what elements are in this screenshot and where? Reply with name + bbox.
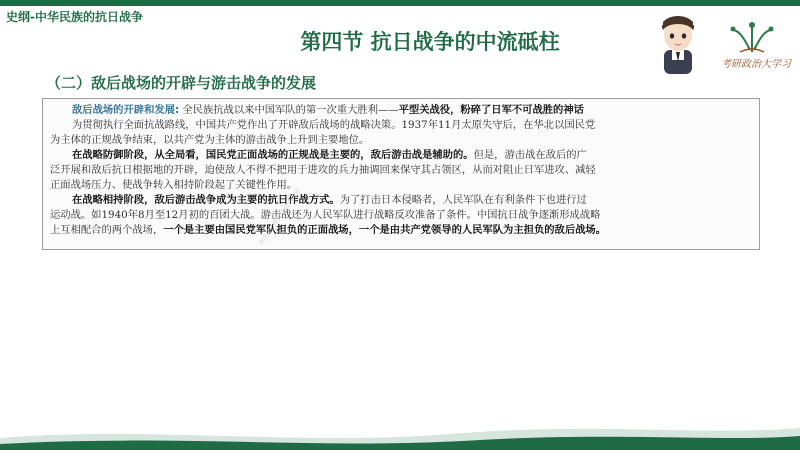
top-bar <box>0 0 800 6</box>
section-heading: （二）敌后战场的开辟与游击战争的发展 <box>46 74 317 92</box>
development-text: 全民族抗战以来中国军队的第一次重大胜利—— <box>179 104 399 116</box>
development-highlight: 平型关战役，粉碎了日军不可战胜的神话 <box>398 104 584 116</box>
stalemate-line-3-highlight: 一个是主要由国民党军队担负的正面战场，一个是由共产党领导的人民军队为主担负的敌后战场。 <box>163 224 607 236</box>
defense-line-1-rest: 但是，游击战在敌后的广 <box>473 149 587 161</box>
defense-highlight: 在战略防御阶段，从全局看，国民党正面战场的正规战是主要的，敌后游击战是辅助的。 <box>72 149 474 161</box>
paragraph-stalemate-stage <box>50 193 755 238</box>
avatar-illustration <box>650 10 706 74</box>
paragraph-defense-stage <box>50 148 755 193</box>
development-label: 敌后战场的开辟和发展: <box>72 104 180 116</box>
stalemate-line-3-normal: 上互相配合的两个战场， <box>50 224 164 236</box>
stalemate-highlight: 在战略相持阶段，敌后游击战争成为主要的抗日作战方式。 <box>72 194 340 206</box>
defense-line-3: 正面战场压力、使战争转入相持阶段起了关键性作用。 <box>50 179 298 191</box>
paragraph-strategy <box>50 118 755 148</box>
stalemate-line-1-rest: 为了打击日本侵略者，人民军队在有利条件下也进行过 <box>339 194 587 206</box>
watermark: 请注意：搜狐号 政治考研 <box>257 187 303 247</box>
stalemate-line-2: 运动战。如1940年8月至12月初的百团大战。游击战还为人民军队进行战略反攻准备了条件。中国抗日战争逐渐形成战略 <box>50 209 601 221</box>
defense-line-2: 泛开展和敌后抗日根据地的开辟，迫使敌人不得不把用于进攻的兵力抽调回来保守其占领区，从而对阻止日军进攻、减轻 <box>50 164 596 176</box>
strategy-line-2: 为主体的正规战争结束，以共产党为主体的游击战争上升到主要地位。 <box>50 134 370 146</box>
breadcrumb: 史纲-中华民族的抗日战争 <box>6 10 143 24</box>
strategy-line-1: 为贯彻执行全面抗战路线，中国共产党作出了开辟敌后战场的战略决策。1937年11月太原失守后，在华北以国民党 <box>72 119 596 131</box>
paragraph-development <box>50 103 755 118</box>
logo-text: 考研政治大学习 <box>721 59 791 70</box>
bottom-wave-decoration <box>0 416 800 450</box>
page-title: 第四节 抗日战争的中流砥柱 <box>300 30 560 54</box>
